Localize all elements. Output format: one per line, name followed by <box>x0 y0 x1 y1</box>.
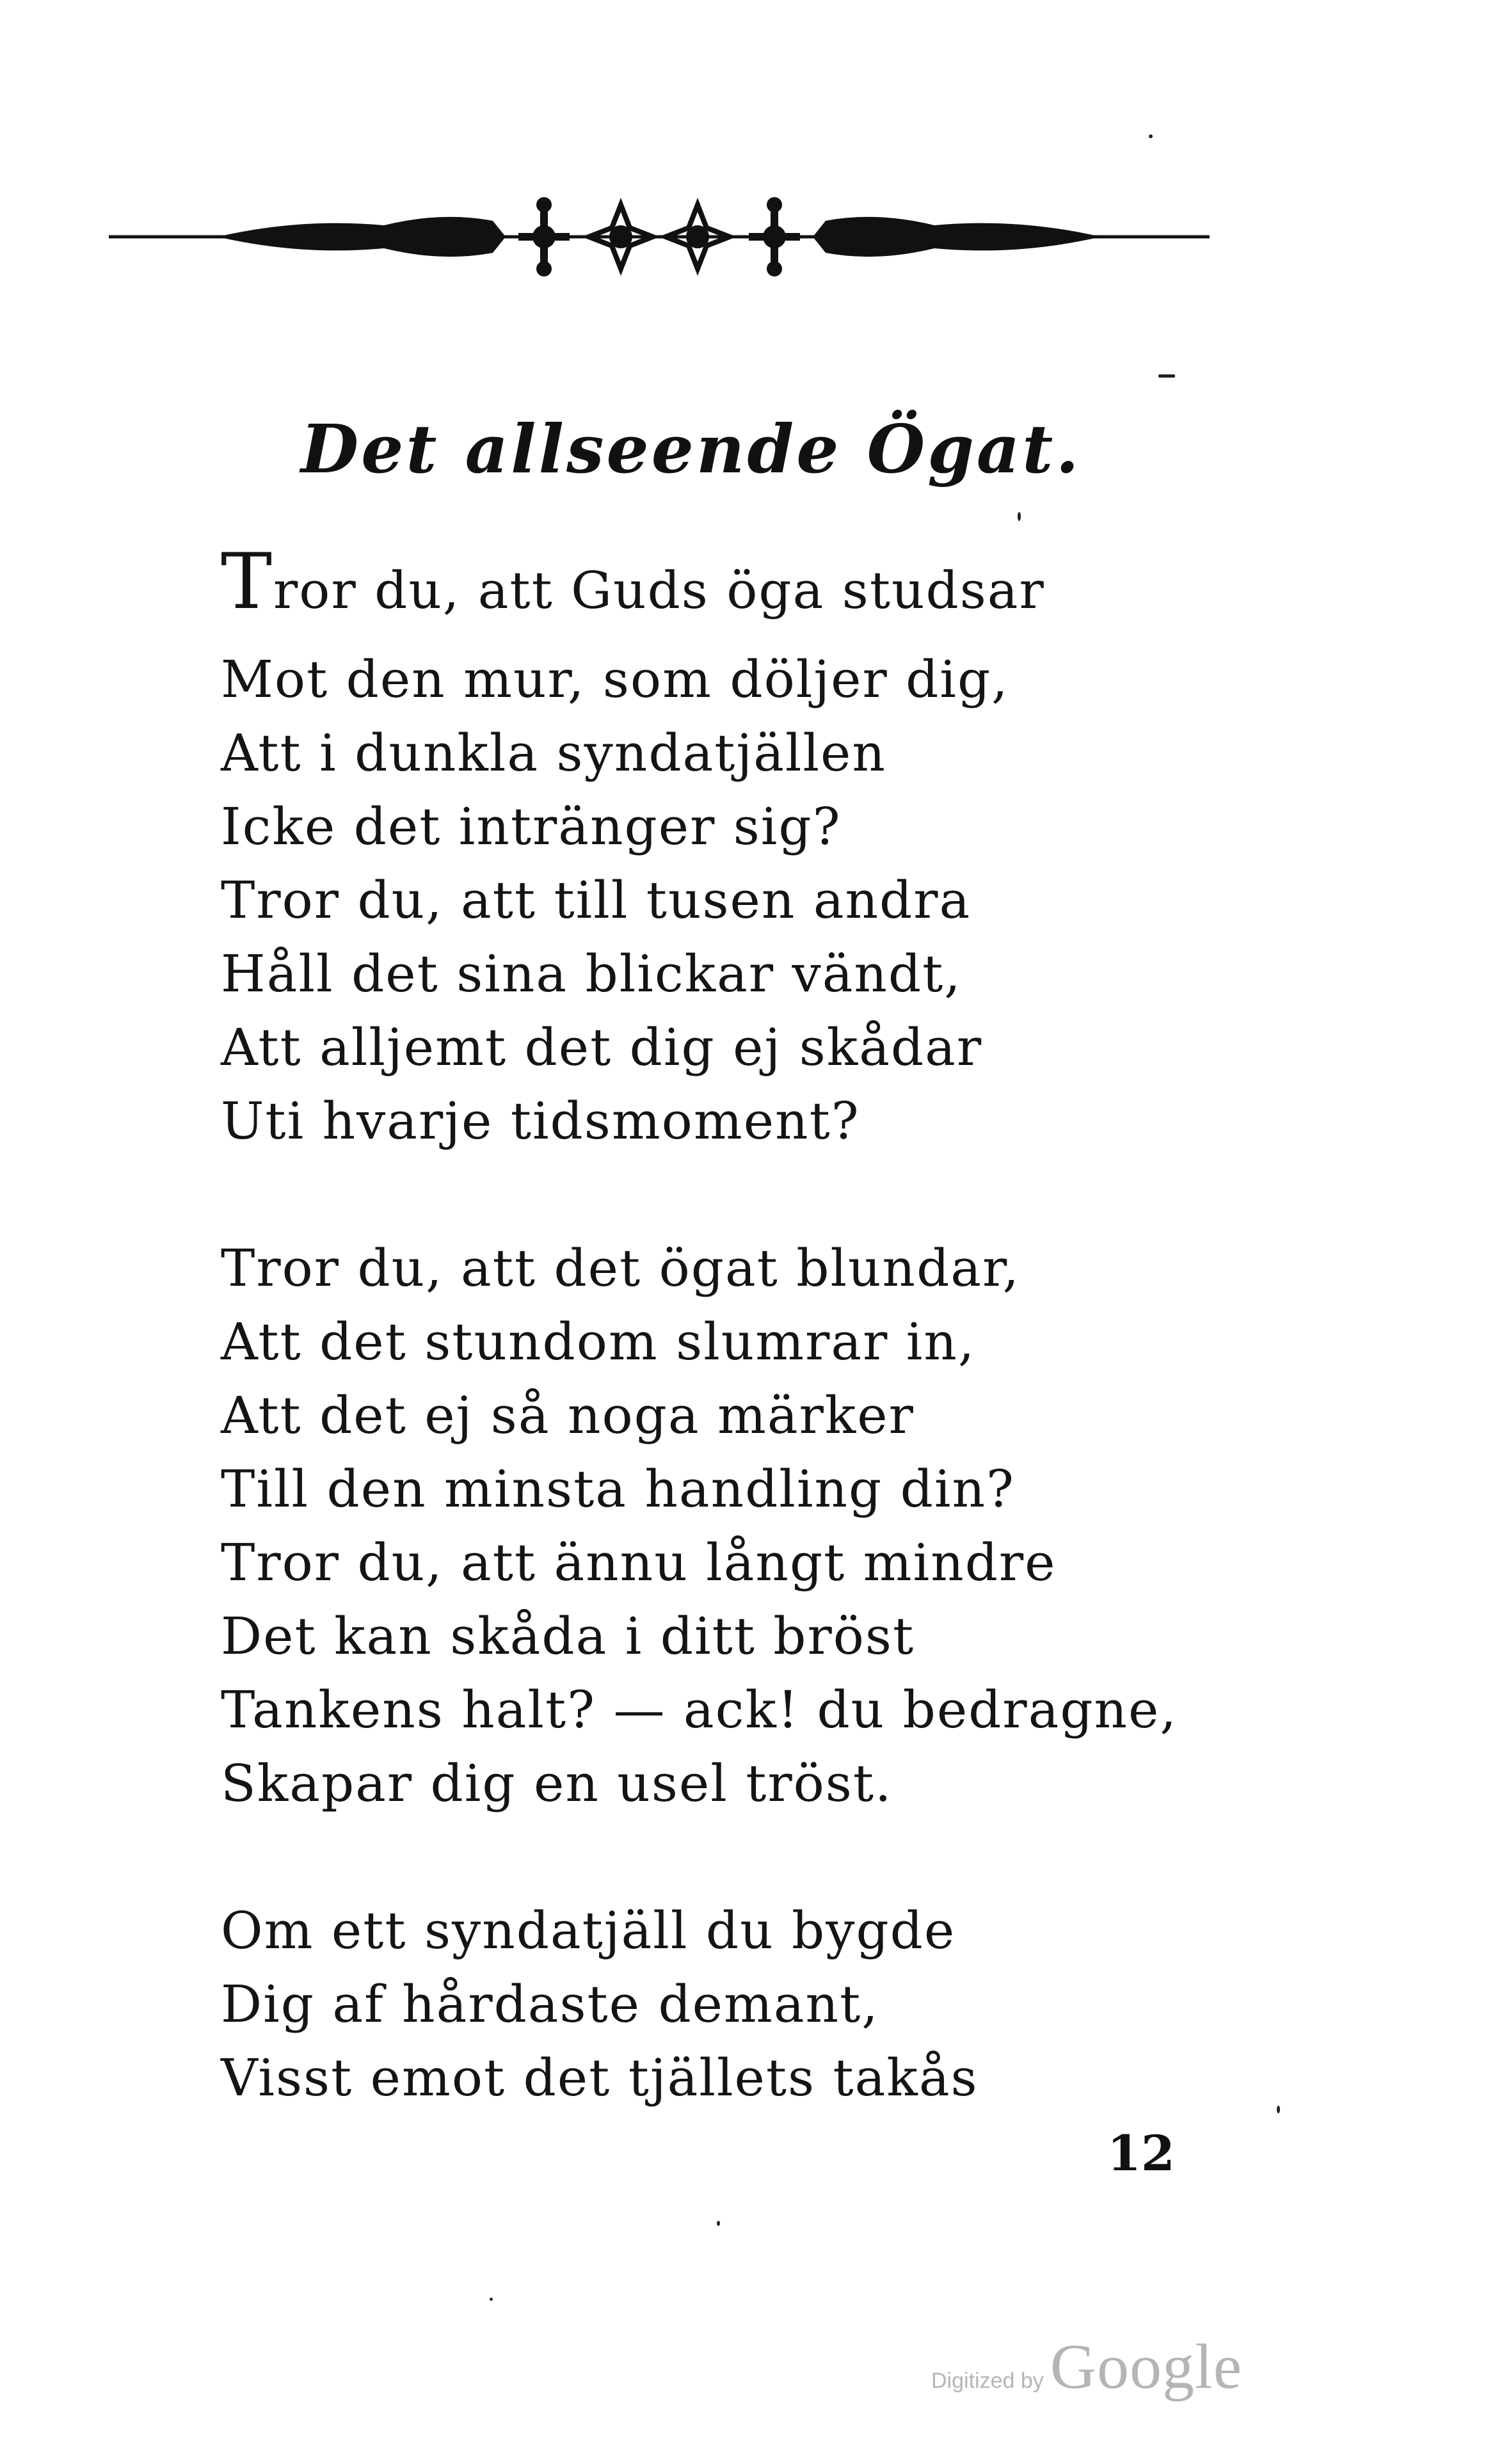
poem-line: Att det ej så noga märker <box>221 1386 915 1445</box>
poem-line: Till den minsta handling din? <box>221 1459 1015 1519</box>
poem-line: Tror du, att ännu långt mindre <box>221 1533 1057 1592</box>
watermark-logo-text: Google <box>1050 2331 1243 2402</box>
poem-line: Håll det sina blickar vändt, <box>221 944 962 1004</box>
poem-line-rest: ror du, att Guds öga studsar <box>273 561 1045 620</box>
scan-speck <box>1277 2106 1280 2113</box>
scan-speck <box>1149 134 1153 138</box>
page-number: 12 <box>1107 2125 1175 2182</box>
poem-line: Det kan skåda i ditt bröst <box>221 1606 915 1666</box>
drop-cap-letter: T <box>221 538 274 627</box>
digitized-watermark <box>931 2330 1242 2403</box>
poem-line: Om ett syndatjäll du bygde <box>221 1901 956 1960</box>
poem-line: Uti hvarje tidsmoment? <box>221 1091 860 1151</box>
poem-line: Dig af hårdaste demant, <box>221 1974 879 2034</box>
poem-title: Det allseende Ögat. <box>301 410 1082 488</box>
scan-speck <box>1018 512 1021 521</box>
scan-speck <box>490 2298 493 2301</box>
poem-line: Tror du, att till tusen andra <box>221 870 972 930</box>
poem-line: Tankens halt? — ack! du bedragne, <box>221 1680 1178 1740</box>
scan-speck <box>717 2221 720 2226</box>
watermark-small-text: Digitized by <box>931 2369 1044 2393</box>
poem-line: Visst emot det tjällets takås <box>221 2048 979 2108</box>
scan-speck <box>1158 374 1175 378</box>
poem-line: Att i dunkla syndatjällen <box>221 723 886 783</box>
poem-line: Skapar dig en usel tröst. <box>221 1754 893 1813</box>
poem-line: Icke det intränger sig? <box>221 797 842 856</box>
poem-line: Att alljemt det dig ej skådar <box>221 1018 983 1077</box>
poem-line: Tror du, att det ögat blundar, <box>221 1238 1020 1298</box>
poem-line: Mot den mur, som döljer dig, <box>221 650 1009 709</box>
poem-line: Att det stundom slumrar in, <box>221 1312 976 1372</box>
decorative-border-icon <box>109 192 1210 294</box>
poem-line <box>221 538 1045 627</box>
